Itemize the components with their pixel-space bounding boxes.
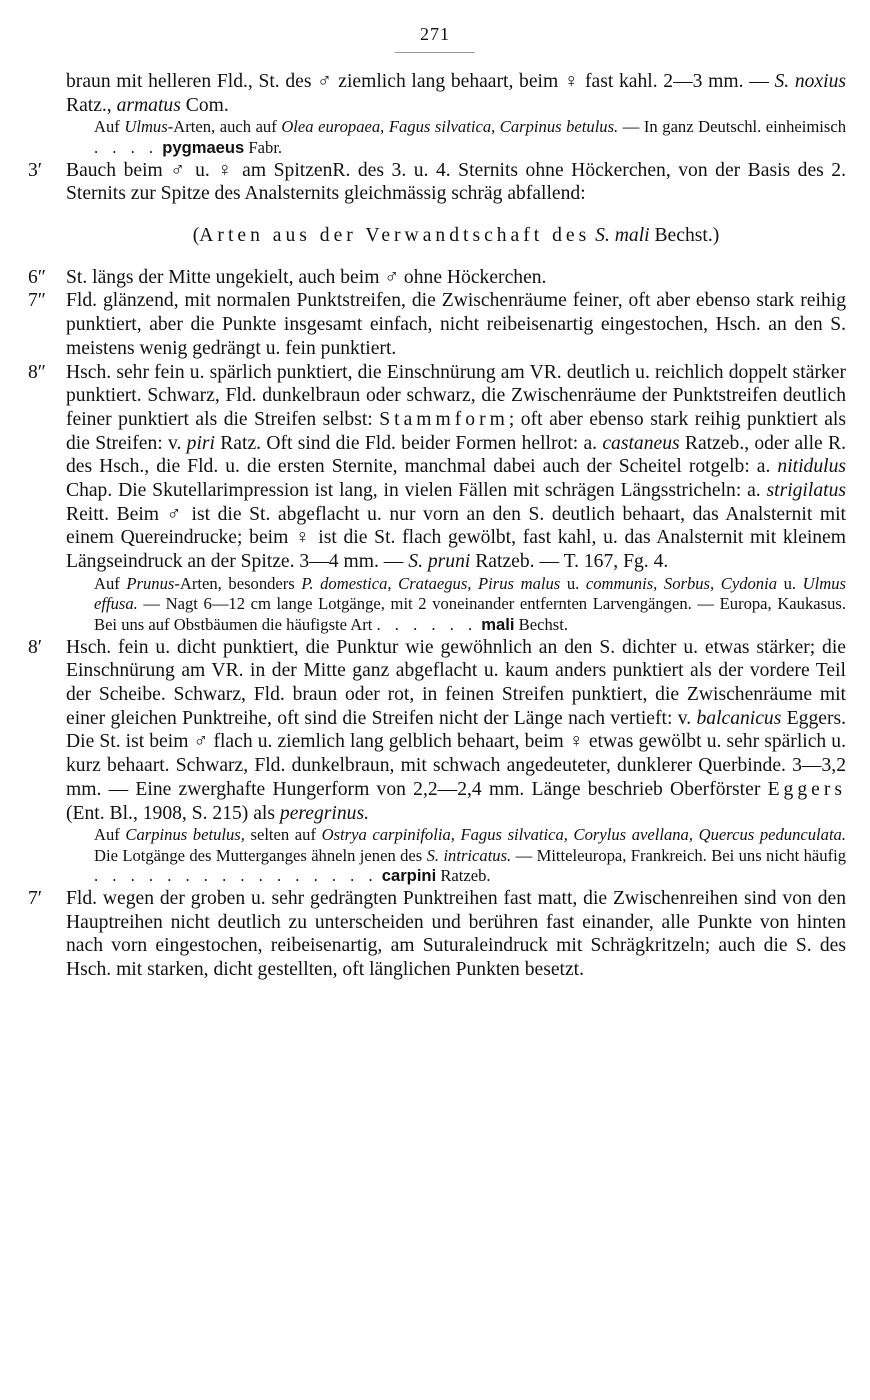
text-segment: . . . . [94, 138, 159, 157]
taxon-name: S. mali [595, 225, 650, 246]
text-segment: Fld. glänzend, mit normalen Punktstreifen, die Zwischenräume feiner, oft aber ebenso stark reihig punktiert, aber die Punkte insgesamt einfach, nicht reibeisenartig eingestochen, Hsch. an den S. meistens wenig gedrängt u. fein punktiert. [66, 290, 846, 359]
taxon-name: Prunus [126, 573, 175, 593]
text-segment: Arten aus der Verwandtschaft des [199, 225, 591, 246]
paragraph-gap [28, 206, 846, 224]
text-segment: (Ent. Bl., 1908, S. 215) als [66, 802, 280, 824]
taxon-name: balcanicus [696, 707, 782, 729]
taxon-name: S. noxius [774, 71, 846, 92]
host-plant-note [28, 574, 846, 636]
text-segment: Com. [180, 94, 229, 116]
key-paragraph [28, 361, 846, 574]
text-segment: Ratzeb., oder alle R. des Hsch., die Fld. u. die ersten Sternite, manchmal dabei auch der Scheitel rotgelb: a. [66, 432, 846, 478]
key-marker: 8″ [28, 361, 46, 383]
key-marker: 6″ [28, 266, 46, 288]
taxon-name: Ulmus effusa. [94, 573, 846, 614]
text-segment: . . . . . . . . . . . . . . . . [94, 866, 378, 886]
text-segment: Auf [94, 117, 125, 137]
taxon-name: nitidulus [777, 456, 846, 478]
text-segment: Auf [94, 573, 127, 593]
taxon-name: piri [186, 432, 215, 454]
text-segment: Eggers [767, 778, 846, 800]
text-segment: ( [192, 225, 200, 246]
taxon-name: Ulmus [124, 117, 168, 137]
taxon-name: peregrinus. [279, 802, 369, 824]
text-segment: -Arten, besonders [174, 573, 302, 593]
header-rule [395, 52, 475, 53]
key-paragraph [28, 159, 846, 206]
text-segment: Fld. wegen der groben u. sehr gedrängten Punktreihen fast matt, die Zwischenreihen sind von den Hauptreihen nicht deutlich zu unterscheiden und berühren fast einander, alle Punkte von hinten nach vorn eingestochen, reibeisenartig, am Suturaleindruck mit Schrägkritzeln; auch die S. des Hsch. mit starken, dicht gestellten, oft länglichen Punkten besetzt. [66, 888, 846, 981]
key-marker: 7′ [28, 888, 43, 910]
page-body [28, 70, 846, 982]
taxon-name: communis, Sorbus, Cydonia [585, 573, 777, 593]
text-segment: St. längs der Mitte ungekielt, auch beim ♂ ohne Höckerchen. [66, 266, 547, 288]
taxon-name: armatus [116, 94, 181, 116]
group-heading [28, 224, 846, 248]
key-marker: 7″ [28, 290, 46, 312]
taxon-name: Carpinus betulus, [125, 825, 245, 845]
paragraph-gap [28, 248, 846, 266]
taxon-name: strigilatus [766, 480, 846, 502]
key-paragraph [28, 636, 846, 826]
text-segment: u. [777, 573, 803, 593]
species-name: carpini [381, 866, 437, 886]
text-segment: Chap. Die Skutellarimpression ist lang, in vielen Fällen mit schrägen Längsstricheln: a. [66, 480, 767, 502]
host-plant-note [28, 825, 846, 887]
key-paragraph [28, 70, 846, 117]
text-segment: Eggers. Die St. ist beim ♂ flach u. ziemlich lang gelblich behaart, beim ♀ etwas gewölbt u. sehr spärlich u. kurz behaart. Schwarz, Fld. dunkelbraun, mit schwach angedeuteter, dunklerer Querbinde. 3—3,2 mm. — Eine zwerghafte Hungerform von 2,2—2,4 mm. Länge beschrieb Oberförster [66, 707, 846, 800]
key-paragraph [28, 887, 846, 982]
taxon-name: castaneus [602, 432, 680, 454]
text-segment: Die Lotgänge des Mutterganges ähneln jenen des [94, 845, 427, 865]
text-segment: — In ganz Deutschl. einheimisch [618, 117, 846, 137]
text-segment: Fabr. [244, 138, 283, 157]
text-segment: — Nagt 6—12 cm lange Lotgänge, mit 2 voneinander entfernten Larvengängen. — Europa, Kaukasus. Bei uns auf Obstbäumen die häufigste Art [94, 594, 846, 635]
key-paragraph [28, 266, 846, 290]
text-segment: Ratz. Oft sind die Fld. beider Formen hellrot: a. [214, 432, 603, 454]
text-segment: ; oft aber ebenso stark reihig punktiert als die Streifen: v. [66, 408, 847, 454]
text-segment: Hsch. sehr fein u. spärlich punktiert, die Einschnürung am VR. deutlich u. reichlich doppelt stärker punktiert. Schwarz, Fld. dunkelbraun oder schwarz, die Zwischenräume der Punktstreifen deutlich feiner punktiert als die Streifen selbst: [66, 361, 846, 430]
key-marker: 3′ [28, 159, 43, 181]
text-segment: — Mitteleuropa, Frankreich. Bei uns nicht häufig [511, 845, 847, 865]
key-marker: 8′ [28, 636, 43, 658]
species-name: mali [481, 615, 515, 635]
text-segment: Bechst.) [649, 225, 720, 246]
page-number: 271 [420, 24, 450, 44]
taxon-name: S. pruni [408, 551, 471, 573]
key-paragraph [28, 289, 846, 360]
host-plant-note [28, 117, 846, 158]
text-segment: Ratz., [66, 94, 117, 116]
text-segment: u. [560, 573, 586, 593]
text-segment: . . . . . . [376, 615, 478, 635]
text-segment: Hsch. fein u. dicht punktiert, die Punktur wie gewöhnlich an den S. dichter u. etwas stärker; die Einschnürung am VR. in der Mitte ganz abgeflacht u. kaum anders punktiert als der vordere Teil der Scheibe. Schwarz, Fld. braun oder rot, in feinen Streifen punktiert, die Zwischenräume mit einer gleichen Punktreihe, oft sind die Streifen nicht der Länge nach vertieft: v. [66, 636, 846, 729]
species-name: pygmaeus [162, 138, 245, 157]
text-segment: Bechst. [514, 615, 568, 635]
taxon-name: Olea europaea, Fagus silvatica, Carpinus betulus. [281, 117, 619, 137]
taxon-name: S. intricatus. [426, 845, 512, 865]
text-segment: Bauch beim ♂ u. ♀ am SpitzenR. des 3. u. 4. Sternits ohne Höckerchen, von der Basis des 2. Sternits zur Spitze des Analsternits gleichmässig schräg abfallend: [66, 159, 846, 205]
text-segment: Stammform [379, 408, 509, 430]
taxon-name: P. domestica, Crataegus, Pirus malus [301, 573, 561, 593]
text-segment: Ratzeb. [436, 866, 491, 886]
taxon-name: Ostrya carpinifolia, Fagus silvatica, Corylus avellana, Quercus pedunculata. [321, 825, 846, 845]
text-segment: braun mit helleren Fld., St. des ♂ ziemlich lang behaart, beim ♀ fast kahl. 2—3 mm. — [66, 71, 775, 92]
text-segment: -Arten, auch auf [167, 117, 282, 137]
text-segment: selten auf [244, 825, 322, 845]
text-segment: Ratzeb. — T. 167, Fg. 4. [470, 551, 669, 573]
text-segment: Reitt. Beim ♂ ist die St. abgeflacht u. nur vorn an den S. deutlich behaart, das Analsternit mit einem Quereindrucke; beim ♀ ist die St. flach gewölbt, fast kahl, u. das Analsternit mit kleinem Längseindruck an der Spitze. 3—4 mm. — [66, 503, 846, 573]
text-segment: Auf [94, 825, 126, 845]
